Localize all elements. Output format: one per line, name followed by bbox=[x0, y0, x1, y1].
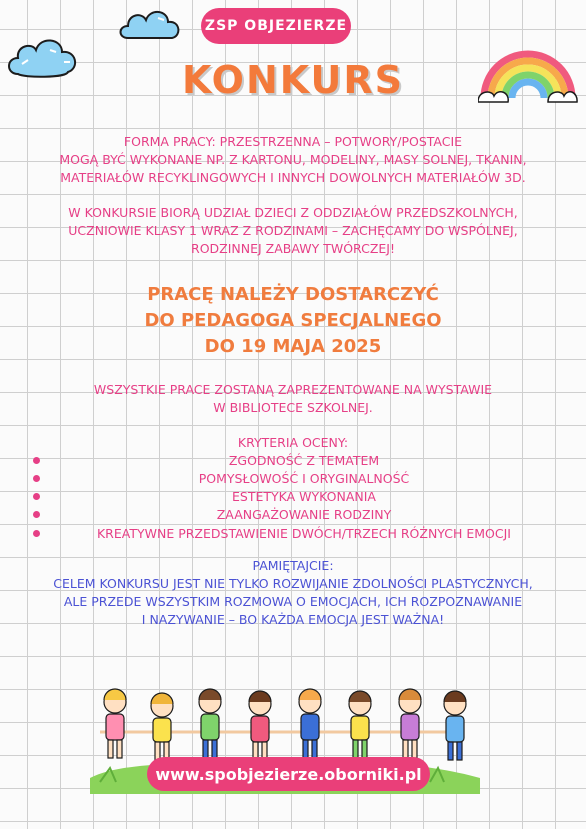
criteria-item bbox=[0, 525, 586, 543]
cloud-icon bbox=[118, 4, 184, 44]
child-figure bbox=[104, 689, 126, 758]
bullet-icon bbox=[33, 530, 40, 537]
criteria-item bbox=[0, 506, 586, 524]
page-title: KONKURS bbox=[181, 58, 405, 102]
reminder-heading: PAMIĘTAJCIE: bbox=[252, 558, 334, 573]
deadline-line: PRACĘ NALEŻY DOSTARCZYĆ bbox=[147, 284, 439, 305]
deadline-line: DO PEDAGOGA SPECJALNEGO bbox=[144, 310, 442, 331]
child-figure bbox=[199, 689, 221, 758]
criteria-item bbox=[0, 452, 586, 470]
child-figure bbox=[444, 691, 466, 760]
participants-line: UCZNIOWIE KLASY 1 WRAZ Z RODZINAMI – ZACHĘCAMY DO WSPÓLNEJ, bbox=[68, 223, 518, 238]
criteria-item bbox=[0, 470, 586, 488]
child-figure bbox=[299, 689, 321, 758]
intro-line: MOGĄ BYĆ WYKONANE NP. Z KARTONU, MODELINY, MASY SOLNEJ, TKANIN, bbox=[59, 152, 527, 167]
deadline-text bbox=[8, 282, 578, 360]
reminder-line: ALE PRZEDE WSZYSTKIM ROZMOWA O EMOCJACH, ICH ROZPOZNAWANIE bbox=[63, 594, 523, 609]
reminder-text bbox=[8, 557, 578, 629]
reminder-line: I NAZYWANIE – BO KAŻDA EMOCJA JEST WAŻNA! bbox=[141, 612, 445, 627]
bullet-icon bbox=[33, 475, 40, 482]
criteria-item-label: ZAANGAŻOWANIE RODZINY bbox=[216, 507, 392, 522]
bullet-icon bbox=[33, 457, 40, 464]
school-badge: ZSP OBJEZIERZE bbox=[201, 8, 351, 44]
participants-text bbox=[8, 204, 578, 258]
participants-line: RODZINNEJ ZABAWY TWÓRCZEJ! bbox=[191, 241, 395, 256]
bullet-icon bbox=[33, 511, 40, 518]
intro-line: MATERIAŁÓW RECYKLINGOWYCH I INNYCH DOWOLNYCH MATERIAŁÓW 3D. bbox=[60, 170, 526, 185]
bullet-icon bbox=[33, 493, 40, 500]
child-figure bbox=[349, 691, 371, 758]
criteria-list bbox=[0, 452, 586, 544]
intro-line: FORMA PRACY: PRZESTRZENNA – POTWORY/POSTACIE bbox=[123, 134, 463, 149]
reminder-line: CELEM KONKURSU JEST NIE TYLKO ROZWIJANIE ZDOLNOŚCI PLASTYCZNYCH, bbox=[53, 576, 533, 591]
criteria-item-label: POMYSŁOWOŚĆ I ORYGINALNOŚĆ bbox=[198, 471, 410, 486]
criteria-item-label: KREATYWNE PRZEDSTAWIENIE DWÓCH/TRZECH RÓŻNYCH EMOCJI bbox=[96, 526, 511, 541]
exhibition-text bbox=[8, 381, 578, 417]
exhibition-line: WSZYSTKIE PRACE ZOSTANĄ ZAPREZENTOWANE NA WYSTAWIE bbox=[93, 382, 493, 397]
website-link[interactable]: www.spobjezierze.oborniki.pl bbox=[147, 757, 430, 791]
child-figure bbox=[249, 691, 271, 760]
criteria-item-label: ESTETYKA WYKONANIA bbox=[232, 489, 376, 504]
criteria-item bbox=[0, 488, 586, 506]
criteria-heading: KRYTERIA OCENY: bbox=[237, 435, 349, 450]
participants-line: W KONKURSIE BIORĄ UDZIAŁ DZIECI Z ODDZIAŁÓW PRZEDSZKOLNYCH, bbox=[68, 205, 518, 220]
exhibition-line: W BIBLIOTECE SZKOLNEJ. bbox=[213, 400, 373, 415]
criteria-item-label: ZGODNOŚĆ Z TEMATEM bbox=[228, 453, 380, 468]
deadline-line: DO 19 MAJA 2025 bbox=[204, 336, 382, 357]
intro-text bbox=[8, 133, 578, 187]
child-figure bbox=[399, 689, 421, 758]
child-figure bbox=[151, 693, 173, 760]
